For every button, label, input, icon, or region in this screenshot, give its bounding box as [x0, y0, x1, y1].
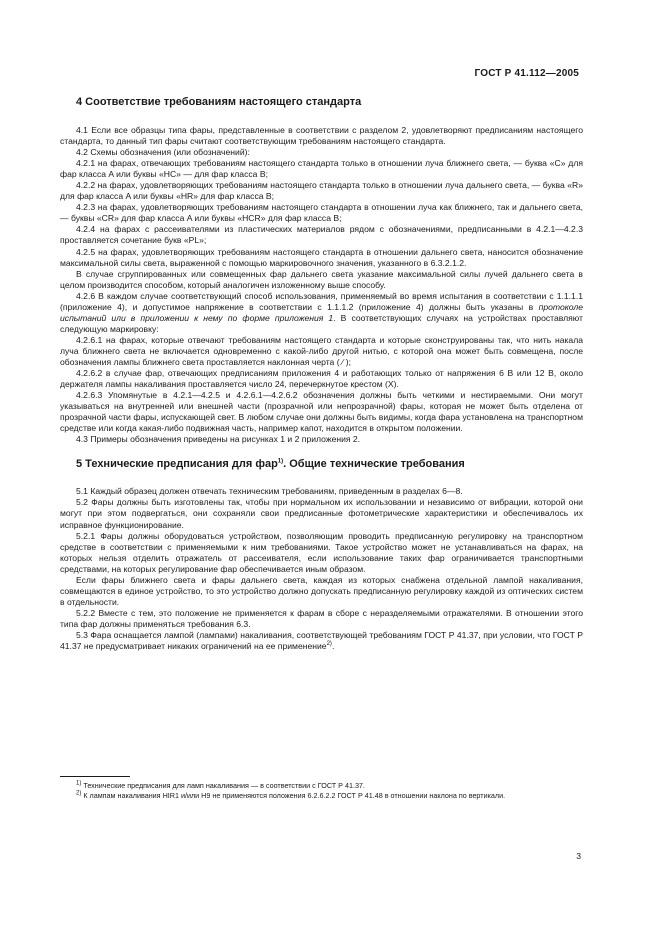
paragraph: 4.2.6.1 на фарах, которые отвечают требованиям настоящего стандарта и которые сконструированы так, что нить накала луча ближнего света не включается одновременно с какой-либо другой нитью, с которой она может быть совмещена, после обозначения лампы ближнего света проставляется наклонная черта ( ⁄ );	[60, 334, 583, 367]
main-content	[60, 95, 583, 652]
paragraph: 4.1 Если все образцы типа фары, представленные в соответствии с разделом 2, удовлетворяют предписаниям настоящего стандарта, то данный тип фары считают соответствующим требованиям настоящего стандарта.	[60, 125, 583, 147]
paragraph-4-2-6: 4.2.6 В каждом случае соответствующий способ использования, применяемый во время испытания в соответствии с 1.1.1.1 (приложение 4), и допустимое напряжение в соответствии с 1.1.1.2 (приложение 4) должны быть указаны в протоколе испытаний или в приложении к нему по форме приложения 1. В соответствующих случаях на устройствах проставляют следующую маркировку:	[60, 290, 583, 334]
footnotes	[60, 781, 583, 801]
paragraph: Если фары ближнего света и фары дальнего света, каждая из которых снабжена отдельной лампой накаливания, совмещаются в единое устройство, то это устройство должно допускать предписанную регулировку каждой из оптических систем в отдельности.	[60, 574, 583, 607]
paragraph: 5.2 Фары должны быть изготовлены так, чтобы при нормальном их использовании и независимо от вибрации, которой они могут при этом подвергаться, они сохраняли свои предписанные фотометрические характеристики и обеспечивалось их исправное функционирование.	[60, 497, 583, 530]
paragraph: 4.2 Схемы обозначения (или обозначений):	[76, 147, 250, 158]
footnote: $^{2)}$ К лампам накаливания HIR1 и/или H9 не применяются положения 6.2.6.2.2 ГОСТ Р 41.48 в отношении наклона по вертикали.	[76, 790, 506, 800]
paragraph: 4.2.3 на фарах, удовлетворяющих требованиям настоящего стандарта в отношении луча как ближнего, так и дальнего света, — буквы «CR» для фар класса A или буквы «HCR» для фар класса B;	[60, 202, 583, 224]
paragraph: В случае сгруппированных или совмещенных фар дальнего света указание максимальной силы лучей дальнего света в целом производится способом, который аналогичен изложенному выше способу.	[60, 268, 583, 290]
paragraph: 4.2.4 на фарах с рассеивателями из пластических материалов рядом с обозначениями, предписанными в 4.2.1—4.2.3 проставляется сочетание букв «PL»;	[60, 224, 583, 246]
footnote-ref: 1)	[277, 458, 284, 465]
section-5-title: 5 Технические предписания для фар$^{1)}$. Общие технические требования	[76, 458, 465, 471]
section-4-title: 4 Соответствие требованиям настоящего стандарта	[76, 96, 362, 108]
paragraph: 4.2.5 на фарах, удовлетворяющих требованиям настоящего стандарта в отношении дальнего света, наносится обозначение максимальной силы света, выраженной с помощью маркировочного значения, указанного в 6.3.2.1.2.	[60, 246, 583, 268]
page-number: 3	[576, 851, 581, 861]
footnote-ref: 2)	[326, 641, 332, 648]
paragraph: 5.2.2 Вместе с тем, это положение не применяется к фарам в сборе с неразделяемыми отражателями. В отношении этого типа фар должны применяться требования 6.3.	[60, 607, 583, 629]
paragraph: 4.3 Примеры обозначения приведены на рисунках 1 и 2 приложения 2.	[76, 434, 361, 445]
paragraph: 4.2.2 на фарах, удовлетворяющих требованиям настоящего стандарта только в отношении луча дальнего света, — буква «R» для фар класса A или буквы «HR» для фар класса B;	[60, 180, 583, 202]
paragraph-5-3: 5.3 Фара оснащается лампой (лампами) накаливания, соответствующей требованиям ГОСТ Р 41.37, при условии, что ГОСТ Р 41.37 не предусматривает никаких ограничений на ее применение$^{2)}$.	[60, 629, 583, 652]
paragraph: 5.1 Каждый образец должен отвечать техническим требованиям, приведенным в разделах 6—8.	[76, 486, 463, 497]
document-id: ГОСТ Р 41.112—2005	[474, 68, 579, 79]
emphasis-text: протоколе испытаний или в приложении к нему по форме приложения 1	[60, 301, 583, 323]
paragraph: 4.2.1 на фарах, отвечающих требованиям настоящего стандарта только в отношении луча ближнего света, — буква «C» для фар класса A или буквы «HC» — для фар класса B;	[60, 158, 583, 180]
footnote: $^{1)}$ Технические предписания для ламп накаливания — в соответствии с ГОСТ Р 41.37.	[76, 780, 365, 790]
paragraph: 4.2.6.3 Упомянутые в 4.2.1—4.2.5 и 4.2.6.1—4.2.6.2 обозначения должны быть четкими и нестираемыми. Они могут указываться на внутренней или внешней части (прозрачной или непрозрачной) фары, которая не может быть отделена от прозрачной части фары, испускающей свет. В любом случае они должны быть видимы, когда фара установлена на транспортном средстве или когда какая-либо подвижная часть, например капот, находится в открытом положении.	[60, 390, 583, 434]
footnote-divider	[60, 776, 130, 777]
paragraph: 5.2.1 Фары должны оборудоваться устройством, позволяющим проводить предписанную регулировку на транспортном средстве в соответствии с применяемыми к ним требованиями. Такое устройство может не устанавливаться на фарах, на которых нельзя отделить отражатель от рассеивателя, если использование таких фар ограничивается транспортными средствами, на которых регулирование фар обеспечивается иным образом.	[60, 530, 583, 574]
paragraph: 4.2.6.2 в случае фар, отвечающих предписаниям приложения 4 и работающих только от напряжения 6 В или 12 В, около держателя лампы накаливания проставляется число 24, перечеркнутое крестом (X).	[60, 368, 583, 390]
